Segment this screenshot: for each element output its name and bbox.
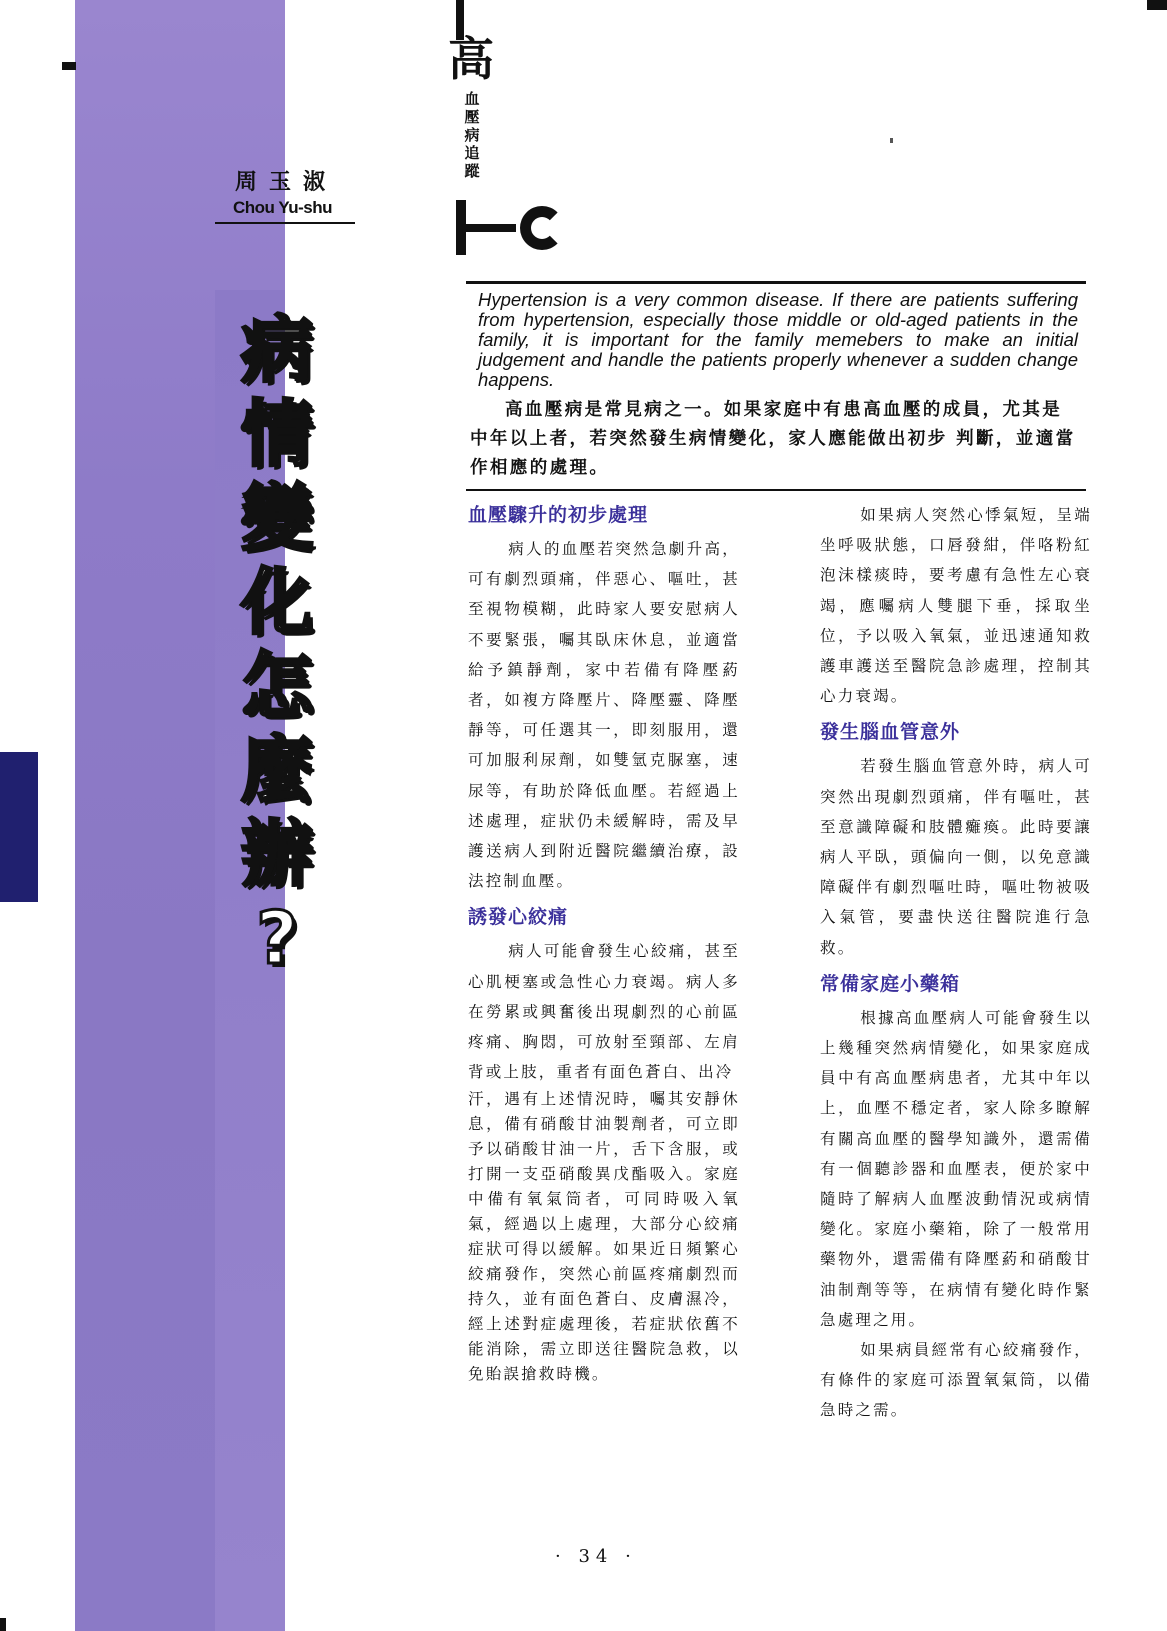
divider (466, 489, 1086, 491)
decorative-dark-block (0, 752, 38, 902)
title-char: 辦 (240, 812, 313, 896)
title-char: ? (256, 896, 298, 980)
title-char: 怎 (240, 644, 313, 728)
section-heading: 常備家庭小藥箱 (820, 972, 961, 995)
body-paragraph: 若發生腦血管意外時，病人可突然出現劇烈頭痛，伴有嘔吐，甚至意識障礙和肢體癱瘓。此時要讓病人平臥，頭偏向一側，以免意識障礙伴有劇烈嘔吐時，嘔吐物被吸入氣管，要盡快送往醫院進行急救。 (820, 757, 1092, 957)
series-big-char: 高 (448, 32, 494, 86)
body-paragraph: 病人的血壓若突然急劇升高，可有劇烈頭痛，伴惡心、嘔吐，甚至視物模糊，此時家人要安慰病人不要緊張，囑其臥床休息，並適當給予鎮靜劑，家中若備有降壓葯者，如複方降壓片、降壓靈、降壓靜等，可任選其一，即刻服用，還可加服利尿劑，如雙氫克脲塞，速尿等，有助於降低血壓。若經過上述處理，症狀仍未緩解時，需及早護送病人到附近醫院繼續治療，設法控制血壓。 (468, 540, 740, 891)
author-tick-mark (62, 62, 76, 70)
abstract-chinese: 高血壓病是常見病之一。如果家庭中有患高血壓的成員，尤其是中年以上者，若突然發生病情變化，家人應能做出初步 判斷，並適當作相應的處理。 (470, 400, 1076, 478)
series-label (462, 90, 482, 180)
author-block (215, 165, 345, 224)
speck (890, 138, 893, 143)
body-paragraph: 病人可能會發生心絞痛，甚至心肌梗塞或急性心力衰竭。病人多在勞累或興奮後出現劇烈的心前區疼痛、胸悶，可放射至頸部、左肩背或上肢，重者有面色蒼白、出冷 (468, 942, 740, 1082)
body-paragraph: 如果病員經常有心絞痛發作，有條件的家庭可添置氧氣筒，以備急時之需。 (820, 1341, 1092, 1420)
page-number: · 34 · (555, 1546, 637, 1567)
title-char: 病 (240, 308, 313, 392)
body-paragraph: 汗，遇有上述情況時，囑其安靜休息，備有硝酸甘油製劑者，可立即予以硝酸甘油一片，舌下含服，或打開一支亞硝酸異戊酯吸入。家庭中備有氧氣筒者，可同時吸入氧氣，經過以上處理，大部分心絞痛症狀可得以緩解。如果近日頻繁心絞痛發作，突然心前區疼痛劇烈而持久，並有面色蒼白、皮膚濕冷，經上述對症處理後，若症狀依舊不能消除，需立即送往醫院急救，以免貽誤搶救時機。 (468, 1090, 740, 1384)
corner-mark (1147, 0, 1167, 10)
body-paragraph: 根據高血壓病人可能會發生以上幾種突然病情變化，如果家庭成員中有高血壓病患者，尤其中年以上，血壓不穩定者，家人除多瞭解有關高血壓的醫學知識外，還需備有一個聽診器和血壓表，便於家中隨時了解病人血壓波動情況或病情變化。家庭小藥箱，除了一般常用藥物外，還需備有降壓葯和硝酸甘油制劑等等，在病情有變化時作緊急處理之用。 (820, 1008, 1092, 1329)
title-char: 化 (240, 560, 313, 644)
author-name-zh: 周玉淑 (235, 170, 338, 195)
title-char: 麼 (240, 728, 313, 812)
section-heading: 發生腦血管意外 (820, 721, 961, 744)
logo-c-icon (520, 206, 564, 250)
section-heading: 血壓驟升的初步處理 (468, 504, 649, 526)
series-char: 追 (464, 144, 480, 162)
right-column (820, 500, 1092, 1426)
series-char: 血 (464, 90, 480, 108)
left-column (468, 500, 740, 1387)
series-char: 壓 (464, 108, 480, 126)
abstract (466, 281, 1086, 491)
author-rule (215, 222, 355, 224)
series-char: 病 (464, 126, 480, 144)
corner-mark-bottom (0, 1618, 6, 1631)
title-char: 情 (240, 392, 313, 476)
body-paragraph: 如果病人突然心悸氣短，呈端坐呼吸狀態，口唇發紺，伴咯粉紅泡沫樣痰時，要考慮有急性左心衰竭，應囑病人雙腿下垂，採取坐位，予以吸入氧氣，並迅速通知救護車護送至醫院急診處理，控制其心力衰竭。 (820, 506, 1092, 706)
article-title (232, 308, 322, 980)
section-heading: 誘發心絞痛 (468, 906, 569, 929)
logo-mark-bar (456, 224, 516, 232)
divider (466, 281, 1086, 284)
abstract-english: Hypertension is a very common disease. If there are patients suffering from hypertension, especially those middle or old-aged patients in the family, it is important for the family memebers to make an initial judgement and handle the patients properly whenever a sudden change happens. (478, 289, 1078, 390)
series-char: 蹤 (464, 162, 480, 180)
title-char: 變 (240, 476, 313, 560)
author-name-en: Chou Yu-shu (233, 198, 333, 217)
